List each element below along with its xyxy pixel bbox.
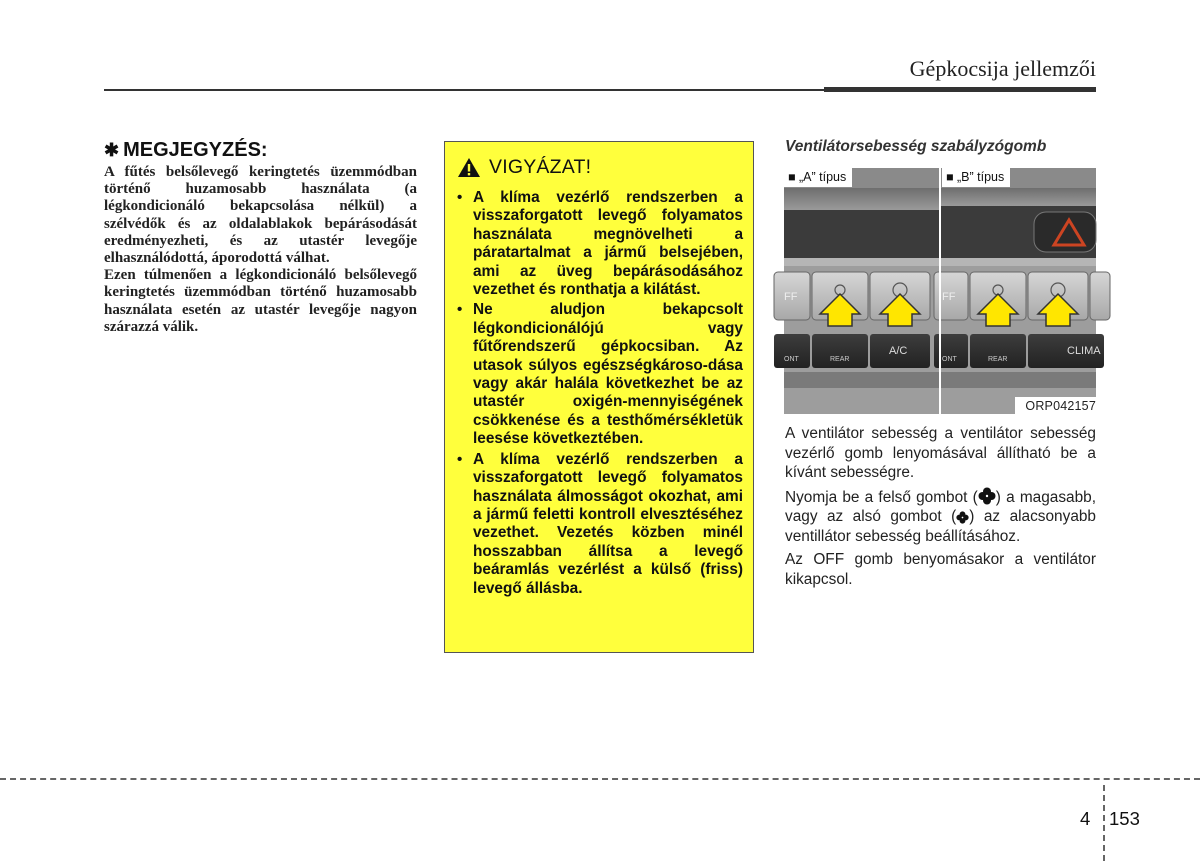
button-climate-label: CLIMA	[1067, 345, 1101, 357]
fan-low-icon	[956, 511, 969, 524]
footer-divider	[0, 778, 1200, 780]
button-front-label: ONT	[784, 356, 799, 363]
footer-vertical-divider	[1103, 785, 1105, 861]
type-a-label: ■ „A” típus	[784, 168, 852, 187]
body-paragraph: A ventilátor sebesség a ventilátor sebesség vezérlő gomb lenyomásával állítható be a kívánt sebességre.	[785, 425, 1096, 481]
figure-caption: Ventilátorsebesség szabályzógomb	[785, 138, 1047, 155]
button-rear-label-b: REAR	[988, 356, 1008, 363]
page-header-title: Gépkocsija jellemzői	[909, 56, 1096, 81]
fan-high-icon	[978, 487, 996, 505]
fan-control-figure	[784, 168, 1101, 414]
button-front-label-b: ONT	[942, 356, 957, 363]
warning-box	[444, 141, 754, 653]
type-b-label: ■ „B” típus	[942, 168, 1010, 187]
page-number: 153	[1109, 808, 1140, 829]
asterisk-icon: ✱	[104, 140, 120, 160]
warning-title-text: VIGYÁZAT!	[489, 156, 592, 178]
button-rear-label: REAR	[830, 356, 850, 363]
body-text-fragment: ) az alacsonyabb ventillátor sebesség beállításához.	[785, 508, 1096, 545]
warning-triangle-icon	[457, 157, 481, 178]
note-section	[104, 139, 417, 336]
warning-item: • Ne aludjon bekapcsolt légkondicionálójú vagy fűtőrendszerű gépkocsiban. Az utasok súlyos egészségkároso-dása vagy akár halála következhet be az utastér oxigén-mennyiségének csökkenése és a testhőmérsékletük leesése következtében.	[455, 301, 743, 448]
note-paragraph: Ezen túlmenően a légkondicionáló belsőlevegő keringtetés üzemmódban történő huzamosabb használata esetén az utastér levegője nagyon szárazzá válik.	[104, 267, 417, 335]
button-ac-label: A/C	[889, 345, 908, 357]
note-heading	[104, 139, 417, 162]
figure-code: ORP042157	[1015, 397, 1096, 414]
body-paragraph	[785, 487, 1096, 547]
button-off-label: FF	[784, 291, 798, 303]
body-paragraph: Az OFF gomb benyomásakor a ventilátor kikapcsol.	[785, 551, 1096, 588]
header-divider-accent	[824, 87, 1096, 92]
body-text-fragment: ) a magasabb, vagy az alsó gombot (	[785, 488, 1096, 525]
note-heading-text: MEGJEGYZÉS:	[123, 139, 268, 161]
warning-item: • A klíma vezérlő rendszerben a visszaforgatott levegő folyamatos használata megnövelheti a páratartalmat a jármű belsejében, ami az üveg bepárásodásához vezethet és ronthatja a kilátást.	[455, 189, 743, 299]
body-text-fragment: Nyomja be a felső gombot (	[785, 488, 978, 506]
climate-panel-photo	[784, 168, 1096, 414]
warning-item: • A klíma vezérlő rendszerben a visszaforgatott levegő folyamatos használata álmosságot okozhat, ami a jármű feletti kontroll elvesztéséhez vezethet. Vezetés közben minél hosszabban állítsa a levegő beáramlás vezérlést a külső (friss) levegő állásba.	[455, 451, 743, 598]
warning-list	[455, 189, 743, 598]
button-off-label-b: FF	[942, 291, 956, 303]
note-paragraph: A fűtés belsőlevegő keringtetés üzemmódban történő huzamosabb használata (a légkondicionáló bekapcsolása nélkül) a szélvédők és az oldalablakok bepárásodását eredményezheti, és az utastér levegője elhasználódottá, áporodottá válhat.	[104, 164, 417, 267]
warning-title	[457, 156, 743, 179]
fan-speed-description	[785, 424, 1096, 593]
chapter-number: 4	[1080, 808, 1091, 829]
